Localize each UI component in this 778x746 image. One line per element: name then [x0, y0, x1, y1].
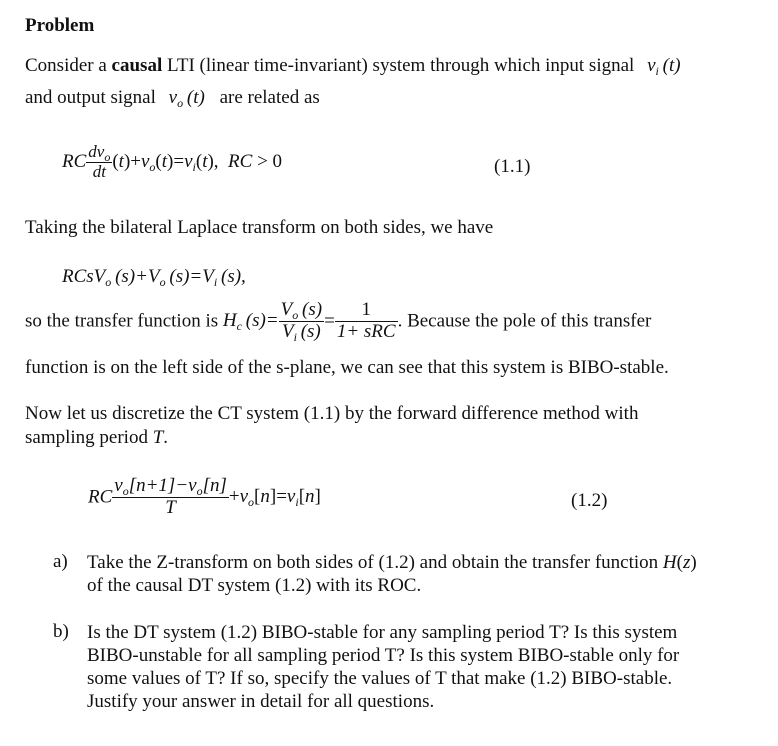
question-a-body: Take the Z-transform on both sides of (1.2) and obtain the transfer function H(z) of the causal DT system (1.2) with its ROC.	[87, 552, 697, 596]
question-a-H: H	[662, 552, 677, 573]
question-b-label: b)	[53, 621, 69, 642]
intro-line-1	[25, 55, 681, 77]
eq2-den: T	[165, 496, 176, 518]
question-a-text-2: of the causal DT system (1.2) with its ROC.	[87, 575, 422, 596]
question-b-body	[87, 621, 737, 713]
tf-suffix: . Because the pole of this transfer	[397, 310, 652, 332]
eq1-rc: RC	[62, 151, 87, 173]
transfer-function-line: so the transfer function is $H_c$ (s)= $\frac{V_o (s)}{V_i (s)}$ = $\frac{1}{\text{1+ sRC}}$ . Because the pole of this transfer	[25, 299, 652, 344]
intro-text-b: LTI (linear time-invariant) system through which input signal	[162, 55, 635, 76]
tf-frac-2	[335, 300, 398, 343]
question-b-line-4: Justify your answer in detail for all questions.	[87, 691, 435, 712]
question-b	[53, 621, 753, 721]
vo-t: $v_o$ (t)	[168, 87, 205, 110]
equation-1-1-label: (1.1)	[494, 156, 531, 177]
eq1-num: dv	[88, 142, 105, 161]
laplace-intro: Taking the bilateral Laplace transform on both sides, we have	[25, 217, 494, 238]
intro-line-2	[25, 87, 320, 109]
discretize-text: sampling period	[25, 427, 153, 448]
vi-t: $v_i$ (t)	[647, 55, 681, 78]
eq1-den: dt	[92, 161, 106, 181]
problem-title: Problem	[25, 15, 95, 36]
tf-prefix: so the transfer function is	[25, 310, 223, 332]
tf-frac-1: $\frac{V_o (s)}{V_i (s)}$	[280, 299, 323, 344]
question-a-label: a)	[53, 551, 68, 572]
question-a-text: Take the Z-transform on both sides of (1.2) and obtain the transfer function	[87, 552, 663, 573]
hc-s: $H_c$ (s)=	[222, 310, 279, 334]
question-a	[53, 551, 753, 601]
eq2-rc: RC	[88, 486, 113, 508]
question-b-line-1: Is the DT system (1.2) BIBO-stable for any sampling period T? Is this system	[87, 622, 678, 643]
intro-text-a: Consider a	[25, 55, 112, 76]
equation-1-2: RC $\frac{v_o[n+1]-v_o[n]}{T}$ $+v_o[n]=v_i[n]$	[88, 475, 321, 518]
tf-frac2-num: 1	[335, 300, 398, 322]
intro-causal: causal	[111, 55, 163, 76]
discretize-line-1: Now let us discretize the CT system (1.1) by the forward difference method with	[25, 403, 639, 424]
discretize-T: T	[152, 427, 164, 448]
discretize-period: .	[163, 427, 169, 448]
equation-1-2-label: (1.2)	[571, 490, 608, 511]
question-b-line-2: BIBO-unstable for all sampling period T? Is this system BIBO-stable only for	[87, 645, 680, 666]
stability-line: function is on the left side of the s-plane, we can see that this system is BIBO-stable.	[25, 357, 669, 378]
eq1-derivative: $\frac{dv_o}{dt}$	[88, 142, 111, 181]
question-b-line-3: some values of T? If so, specify the values of T that make (1.2) BIBO-stable.	[87, 668, 673, 689]
eq2-difference: $\frac{v_o[n+1]-v_o[n]}{T}$	[114, 475, 227, 518]
discretize-line-2	[25, 427, 168, 449]
intro-text-d: are related as	[219, 87, 320, 108]
equation-1-1: RC $\frac{dv_o}{dt}$ $(t)+v_o(t)=v_i(t)$, RC > 0	[62, 142, 283, 181]
tf-frac2-den: 1+ sRC	[336, 320, 396, 342]
intro-text-c: and output signal	[25, 87, 156, 108]
laplace-equation: RCsV$_o$ $(s)+V_o$ $(s)=V_i$ (s),	[62, 266, 246, 289]
